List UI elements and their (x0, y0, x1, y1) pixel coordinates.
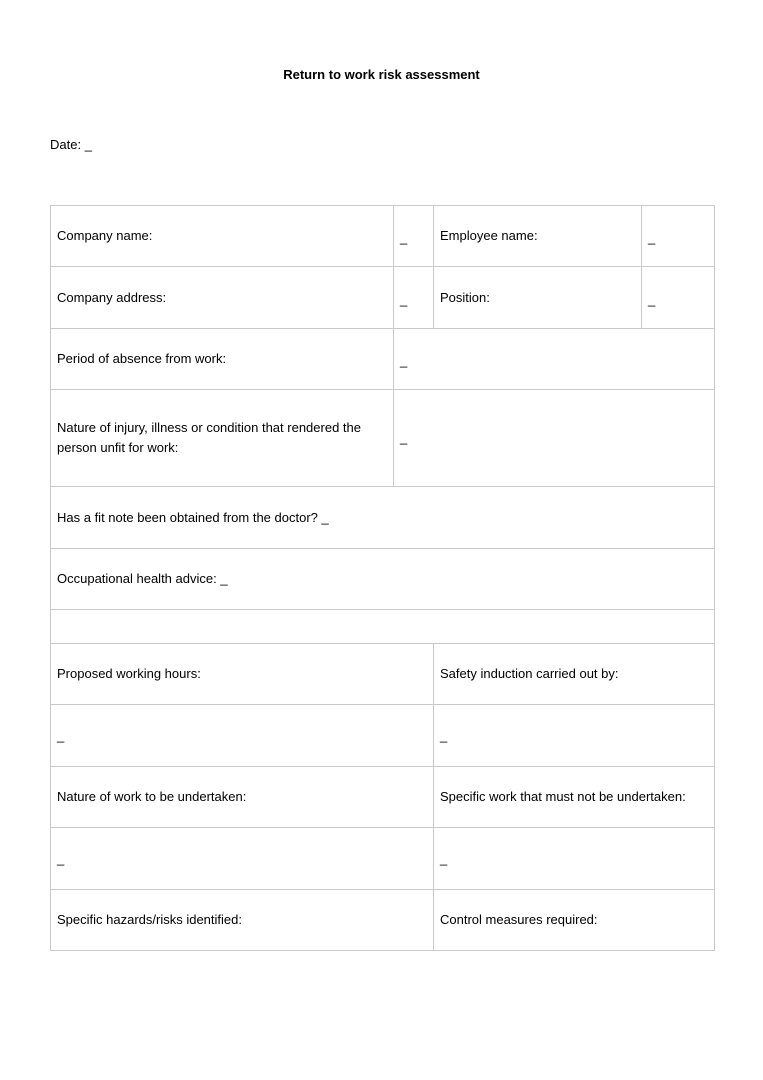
company-name-value[interactable]: _ (394, 206, 434, 267)
hours-induction-values-row (51, 705, 715, 767)
employee-name-value[interactable]: _ (642, 206, 715, 267)
hazards-control-row (51, 890, 715, 951)
work-nature-value[interactable]: _ (51, 828, 434, 890)
assessment-form (50, 205, 713, 951)
absence-value[interactable]: _ (394, 329, 715, 390)
oh-advice-label: Occupational health advice: (57, 571, 217, 586)
fit-note-field (51, 487, 715, 549)
work-nature-values-row (51, 828, 715, 890)
company-employee-row (51, 206, 715, 267)
injury-row (51, 390, 715, 487)
working-hours-value[interactable]: _ (51, 705, 434, 767)
company-address-value[interactable]: _ (394, 267, 434, 329)
absence-row (51, 329, 715, 390)
oh-advice-value[interactable]: _ (220, 571, 228, 586)
induction-value[interactable]: _ (434, 705, 715, 767)
oh-advice-row (51, 549, 715, 610)
spacer-cell (51, 610, 715, 644)
employee-name-label: Employee name: (434, 206, 642, 267)
spacer-row (51, 610, 715, 644)
induction-label: Safety induction carried out by: (434, 644, 715, 705)
work-nature-label: Nature of work to be undertaken: (51, 767, 434, 828)
date-value[interactable]: _ (84, 137, 92, 152)
absence-label: Period of absence from work: (51, 329, 394, 390)
date-label: Date: (50, 137, 82, 152)
working-hours-label: Proposed working hours: (51, 644, 434, 705)
injury-label: Nature of injury, illness or condition that rendered the person unfit for work: (51, 390, 394, 487)
hours-induction-row (51, 644, 715, 705)
control-measures-label: Control measures required: (434, 890, 715, 951)
oh-advice-field (51, 549, 715, 610)
position-label: Position: (434, 267, 642, 329)
company-name-label: Company name: (51, 206, 394, 267)
date-field (50, 137, 92, 152)
injury-value[interactable]: _ (394, 390, 715, 487)
not-undertaken-value[interactable]: _ (434, 828, 715, 890)
hazards-label: Specific hazards/risks identified: (51, 890, 434, 951)
fit-note-label: Has a fit note been obtained from the doctor? (57, 509, 318, 525)
fit-note-value[interactable]: _ (321, 509, 329, 525)
company-address-label: Company address: (51, 267, 394, 329)
address-position-row (51, 267, 715, 329)
work-nature-row (51, 767, 715, 828)
fit-note-row (51, 487, 715, 549)
position-value[interactable]: _ (642, 267, 715, 329)
document-title: Return to work risk assessment (283, 67, 480, 82)
not-undertaken-label: Specific work that must not be undertaken: (434, 767, 715, 828)
